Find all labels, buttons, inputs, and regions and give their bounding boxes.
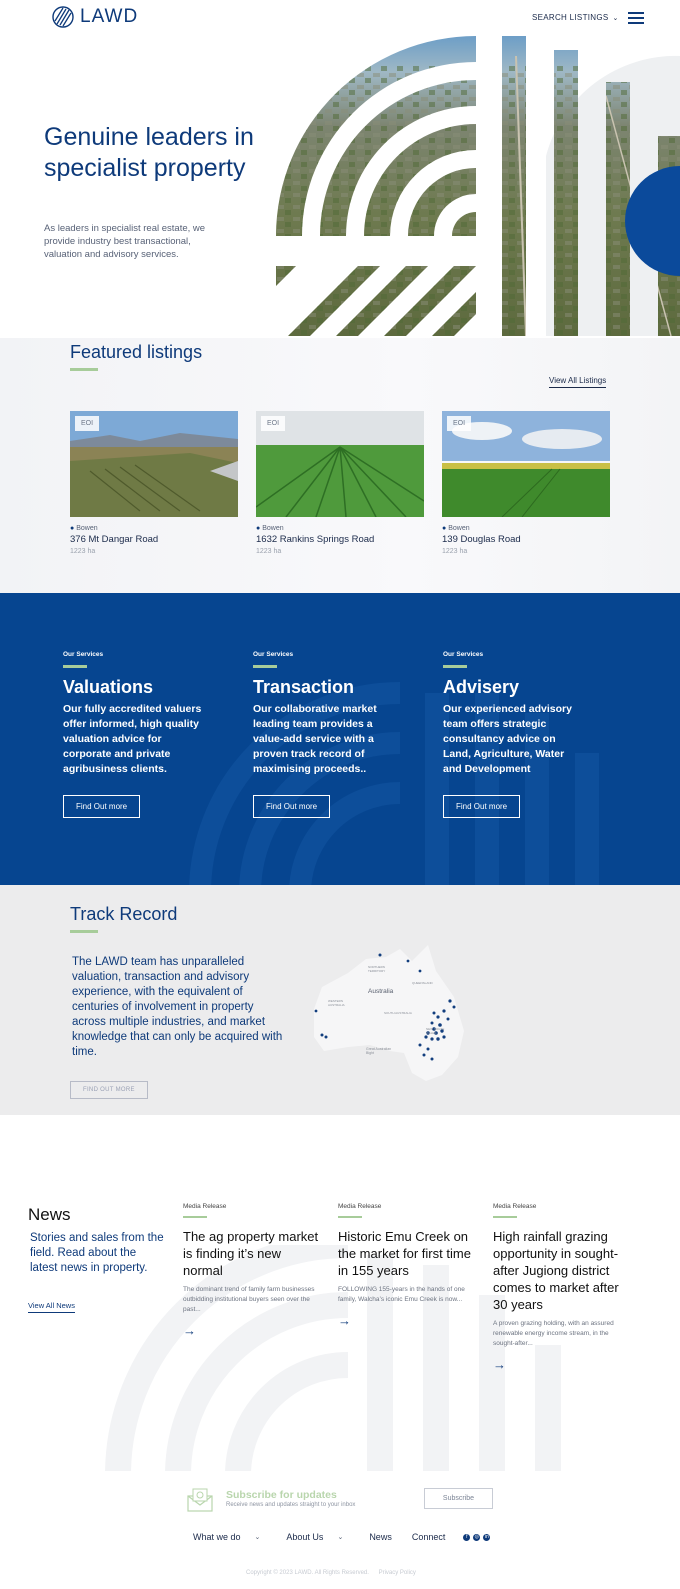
map-label-sa: SOUTH AUSTRALIA [384,1011,412,1015]
logo-mark-icon [52,6,74,28]
listing-image [442,411,610,517]
find-out-more-button[interactable]: Find Out more [63,795,140,818]
article-underline [493,1216,517,1218]
footer-nav-news[interactable] [369,1532,392,1542]
listing-card[interactable] [256,411,424,555]
article-title: Historic Emu Creek on the market for first time in 155 years [338,1229,471,1278]
linkedin-icon[interactable]: in [484,1534,489,1540]
envelope-icon [186,1488,214,1517]
article-excerpt: FOLLOWING 155-years in the hands of one family, Walcha’s iconic Emu Creek is now... [338,1286,465,1303]
service-eyebrow: Our Services [443,651,484,658]
service-underline [253,665,277,668]
article-title: High rainfall grazing opportunity in sought-after Jugiong district comes to market after 30 years [493,1229,619,1312]
service-title: Advisery [443,677,520,697]
featured-listings-title: Featured listings [70,342,203,362]
services-section [0,593,680,885]
arrow-right-icon[interactable]: → [493,1357,506,1372]
map-label-nsw: NEW SOUTH WALES [426,1027,445,1035]
view-all-news-link[interactable]: View All News [28,1301,75,1313]
subscribe-description: Receive news and updates straight to your inbox [226,1502,356,1508]
footer-nav [193,1532,490,1542]
footer-nav-label: News [369,1532,392,1542]
service-title: Transaction [253,677,355,697]
article-eyebrow: Media Release [183,1203,227,1210]
location-pin-icon: ● [70,525,75,532]
article-excerpt: The dominant trend of family farm businesses outbidding institutional buyers seen over the past... [183,1286,315,1313]
instagram-icon[interactable]: ◎ [474,1534,480,1540]
listing-location [70,525,238,532]
news-section [0,1115,680,1471]
listing-location-label: Bowen [448,525,470,532]
chevron-down-icon: ⌄ [612,14,619,22]
listing-size: 1223 ha [256,548,282,555]
map-label-bight: Great Australian Bight [366,1047,392,1055]
listing-location-label: Bowen [262,525,284,532]
subscribe-button[interactable]: Subscribe [424,1488,493,1509]
logo-text: LAWD [80,6,139,27]
listing-name: 1632 Rankins Springs Road [256,534,375,545]
hamburger-menu-icon[interactable] [628,12,644,24]
logo[interactable] [52,6,138,28]
listing-card[interactable] [70,411,238,555]
footer-nav-label: About Us [286,1532,324,1542]
find-out-more-button[interactable]: Find Out more [443,795,520,818]
eoi-badge: EOI [447,416,471,431]
news-article-card[interactable] [493,1203,635,1372]
facebook-icon[interactable]: f [463,1534,470,1541]
chevron-down-icon: ⌄ [254,1534,261,1541]
listing-location [256,525,424,532]
map-label-nt: NORTHERN TERRITORY [368,965,386,973]
footer-nav-label: What we do [193,1532,241,1542]
map-label-qld: QUEENSLAND [412,981,433,985]
listing-size: 1223 ha [442,548,468,555]
article-eyebrow: Media Release [493,1203,537,1210]
featured-listings-section [0,338,680,593]
article-title: The ag property market is finding it’s new normal [183,1229,319,1278]
site-header [0,0,680,36]
listing-image [70,411,238,517]
chevron-down-icon: ⌄ [337,1534,344,1541]
track-record-section [0,885,680,1115]
service-underline [63,665,87,668]
map-label-australia: Australia [368,988,394,995]
find-out-more-button[interactable]: Find Out more [253,795,330,818]
title-underline [70,368,98,371]
article-excerpt: A proven grazing holding, with an assured renewable energy income stream, in the sought-after... [493,1320,614,1347]
subscribe-title: Subscribe for updates [226,1489,337,1501]
map-label-wa: WESTERN AUSTRALIA [328,999,345,1007]
location-pin-icon: ● [256,525,261,532]
service-underline [443,665,467,668]
arrow-right-icon[interactable]: → [183,1323,196,1338]
listing-card[interactable] [442,411,610,555]
news-intro: Stories and sales from the field. Read about the latest news in property. [30,1232,164,1274]
news-heading: News [28,1205,71,1224]
service-valuations [63,651,213,818]
title-underline [70,930,98,933]
service-description: Our collaborative market leading team provides a value-add service with a proven track record of maximising proceeds.. [253,703,377,775]
news-article-card[interactable] [338,1203,478,1328]
service-description: Our fully accredited valuers offer informed, high quality valuation advice for corporate and private agribusiness clients. [63,703,202,775]
find-out-more-button[interactable]: FIND OUT MORE [70,1081,148,1099]
service-description: Our experienced advisory team offers strategic consultancy advice on Land, Agriculture, Water and Development [443,703,572,775]
listing-name: 376 Mt Dangar Road [70,534,159,545]
copyright-text: Copyright © 2023 LAWD. All Rights Reserved. [246,1570,369,1576]
privacy-policy-link[interactable]: Privacy Policy [378,1570,416,1576]
listing-location [442,525,610,532]
service-eyebrow: Our Services [63,651,104,658]
article-underline [183,1216,207,1218]
eoi-badge: EOI [75,416,99,431]
footer-nav-label: Connect [411,1532,446,1542]
view-all-listings-link[interactable]: View All Listings [549,376,606,388]
track-record-title: Track Record [70,904,178,924]
footer-nav-connect[interactable] [412,1532,446,1542]
location-pin-icon: ● [442,525,447,532]
arrow-right-icon[interactable]: → [338,1313,351,1328]
copyright [246,1570,416,1576]
search-listings-label: SEARCH LISTINGS [532,13,609,22]
news-article-card[interactable] [183,1203,323,1338]
search-listings-menu[interactable] [532,13,619,22]
service-eyebrow: Our Services [253,651,294,658]
hero-title: Genuine leaders in specialist property [44,123,254,182]
article-underline [338,1216,362,1218]
listing-size: 1223 ha [70,548,96,555]
service-advisery [443,651,593,818]
listing-location-label: Bowen [76,525,98,532]
hero-aerial-artwork [276,36,680,336]
footer-nav-what-we-do[interactable] [193,1532,260,1542]
listing-image [256,411,424,517]
eoi-badge: EOI [261,416,285,431]
track-record-text: The LAWD team has unparalleled valuation, transaction and advisory experience, with the equivalent of centuries of involvement in property across multiple industries, and market knowledge that can only be acquired with time. [72,956,283,1058]
article-eyebrow: Media Release [338,1203,382,1210]
service-title: Valuations [63,677,154,697]
service-transaction [253,651,403,818]
social-links [463,1534,490,1541]
footer-nav-about-us[interactable] [286,1532,343,1542]
hero-description: As leaders in specialist real estate, we provide industry best transactional, valuation and advisory services. [44,223,206,260]
listing-name: 139 Douglas Road [442,534,521,545]
australia-map [308,941,468,1091]
